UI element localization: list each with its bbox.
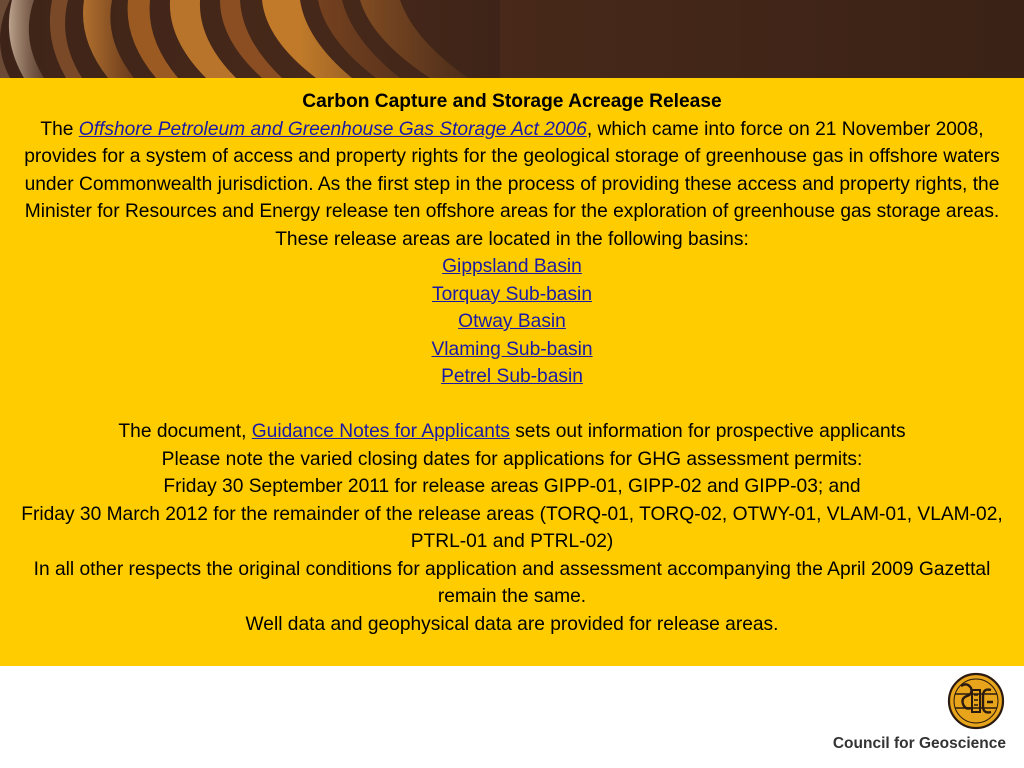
closing-date-2: Friday 30 March 2012 for the remainder of the release areas (TORQ-01, TORQ-02, OTWY-01, VLAM-01, VLAM-02, PTRL-01 and PTRL-02) [21, 503, 1003, 552]
closing-date-1: Friday 30 September 2011 for release areas GIPP-01, GIPP-02 and GIPP-03; and [163, 476, 861, 497]
content [10, 88, 1014, 638]
basin-item [10, 281, 1014, 309]
basin-link-petrel[interactable]: Petrel Sub-basin [441, 366, 583, 387]
intro-paragraph [10, 116, 1014, 254]
basin-item [10, 308, 1014, 336]
basin-item [10, 336, 1014, 364]
basin-item [10, 253, 1014, 281]
guidance-before: The document, [118, 421, 252, 442]
basin-link-otway[interactable]: Otway Basin [458, 311, 566, 332]
intro-after: , which came into force on 21 November 2008, provides for a system of access and property rights for the geological storage of greenhouse gas in offshore waters under Commonwealth jurisdiction. As the first step in the process of providing these access and property rights, the Minister for Resources and Energy release ten offshore areas for the exploration of greenhouse gas storage areas. These release areas are located in the following basins: [24, 118, 1000, 250]
top-banner [0, 0, 1024, 78]
intro-before: The [40, 118, 79, 140]
content-panel [0, 78, 1024, 666]
closing-dates-intro: Please note the varied closing dates for applications for GHG assessment permits: [161, 448, 863, 470]
data-note: Well data and geophysical data are provided for release areas. [245, 613, 779, 635]
other-respects: In all other respects the original conditions for application and assessment accompanying the April 2009 Gazettal remain the same. [33, 558, 991, 607]
guidance-after: sets out information for prospective applicants [509, 421, 906, 442]
basin-link-vlaming[interactable]: Vlaming Sub-basin [431, 338, 593, 360]
act-link[interactable]: Offshore Petroleum and Greenhouse Gas Storage Act 2006 [78, 118, 587, 140]
guidance-paragraph [10, 418, 1014, 446]
basin-item [10, 363, 1014, 391]
org-name: Council for Geoscience [832, 735, 1006, 752]
council-logo-icon [947, 672, 1005, 730]
page-title: Carbon Capture and Storage Acreage Release [302, 91, 722, 112]
banner-stripes [0, 0, 1024, 78]
basin-link-torquay[interactable]: Torquay Sub-basin [432, 283, 592, 305]
guidance-notes-link[interactable]: Guidance Notes for Applicants [251, 421, 510, 442]
basin-link-gippsland[interactable]: Gippsland Basin [442, 256, 582, 277]
spacer [10, 391, 1014, 419]
